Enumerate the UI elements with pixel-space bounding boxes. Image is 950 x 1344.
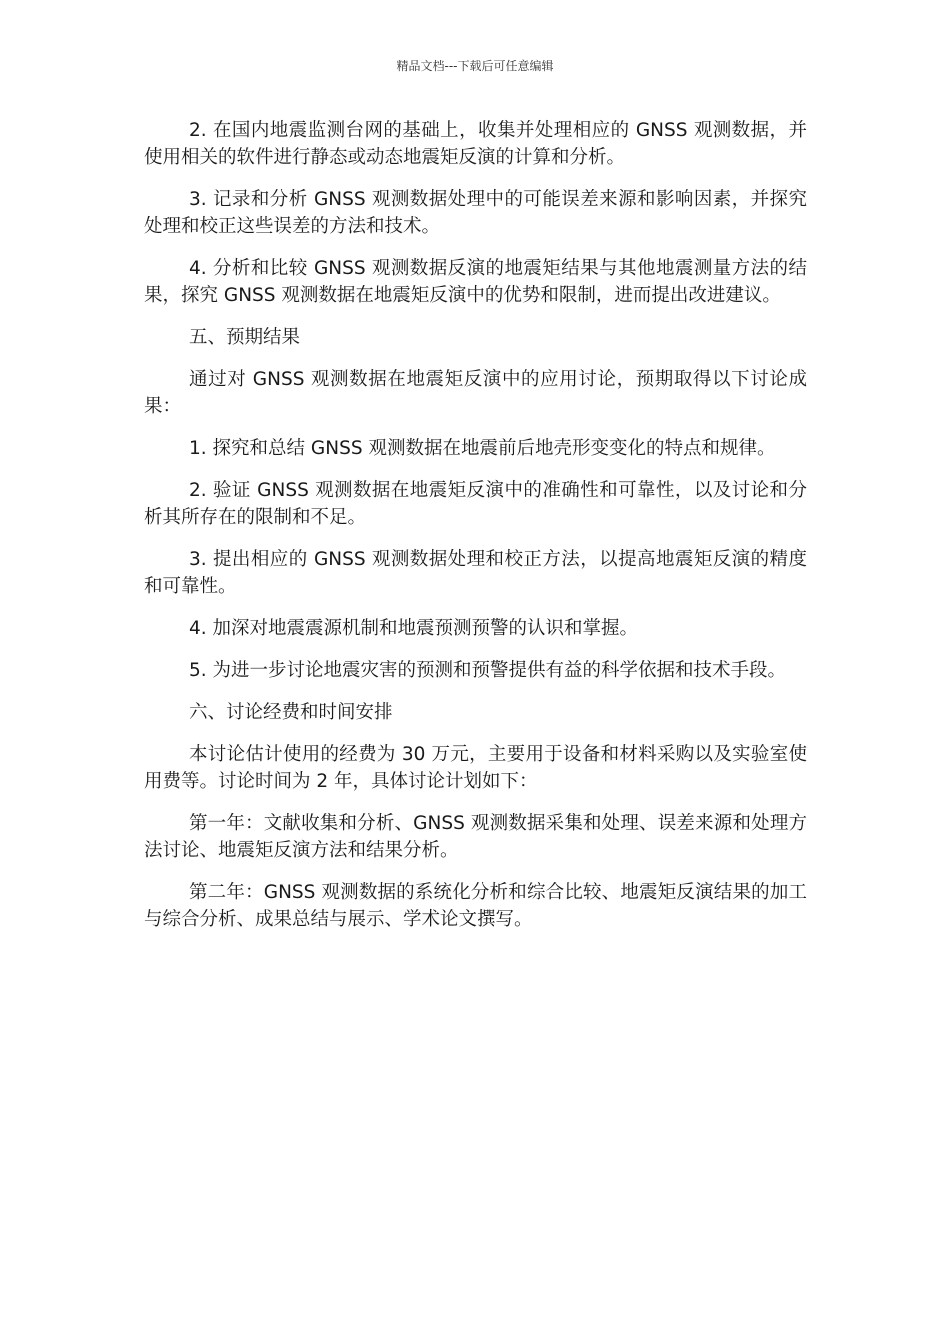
paragraph-year-1: 第一年：文献收集和分析、GNSS 观测数据采集和处理、误差来源和处理方法讨论、地震矩反演方法和结果分析。 <box>144 813 807 861</box>
paragraph-budget: 本讨论估计使用的经费为 30 万元，主要用于设备和材料采购以及实验室使用费等。讨论时间为 2 年，具体讨论计划如下： <box>144 744 807 792</box>
document-body <box>144 117 807 948</box>
paragraph-result-1: 1. 探究和总结 GNSS 观测数据在地震前后地壳形变变化的特点和规律。 <box>189 438 776 459</box>
paragraph-year-2: 第二年：GNSS 观测数据的系统化分析和综合比较、地震矩反演结果的加工与综合分析、成果总结与展示、学术论文撰写。 <box>144 882 807 930</box>
paragraph-result-4: 4. 加深对地震震源机制和地震预测预警的认识和掌握。 <box>189 618 639 639</box>
paragraph-result-5: 5. 为进一步讨论地震灾害的预测和预警提供有益的科学依据和技术手段。 <box>189 660 787 681</box>
paragraph-result-2: 2. 验证 GNSS 观测数据在地震矩反演中的准确性和可靠性，以及讨论和分析其所存在的限制和不足。 <box>144 480 807 528</box>
paragraph-task-4: 4. 分析和比较 GNSS 观测数据反演的地震矩结果与其他地震测量方法的结果，探究 GNSS 观测数据在地震矩反演中的优势和限制，进而提出改进建议。 <box>144 258 807 306</box>
paragraph-result-3: 3. 提出相应的 GNSS 观测数据处理和校正方法，以提高地震矩反演的精度和可靠性。 <box>144 549 807 597</box>
page-header: 精品文档---下载后可任意编辑 <box>396 59 554 73</box>
paragraph-results-intro: 通过对 GNSS 观测数据在地震矩反演中的应用讨论，预期取得以下讨论成果： <box>144 369 807 417</box>
paragraph-task-2: 2. 在国内地震监测台网的基础上，收集并处理相应的 GNSS 观测数据，并使用相关的软件进行静态或动态地震矩反演的计算和分析。 <box>144 120 807 168</box>
section-heading-budget-schedule: 六、讨论经费和时间安排 <box>189 702 393 723</box>
paragraph-task-3: 3. 记录和分析 GNSS 观测数据处理中的可能误差来源和影响因素，并探究处理和校正这些误差的方法和技术。 <box>144 189 807 237</box>
section-heading-expected-results: 五、预期结果 <box>189 327 301 348</box>
